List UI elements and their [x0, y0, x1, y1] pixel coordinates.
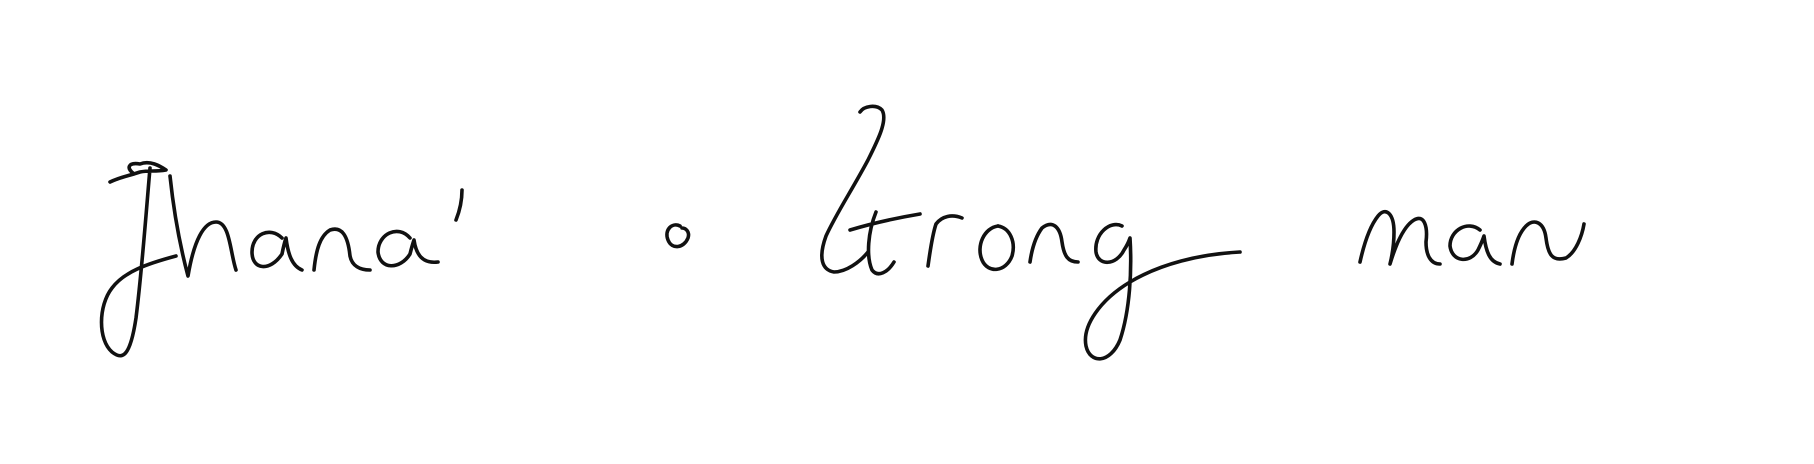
glyph-n — [314, 229, 370, 270]
glyph-n2 — [1030, 224, 1078, 262]
glyph-h — [170, 176, 236, 276]
glyph-apostrophe — [456, 190, 462, 220]
glyph-n3 — [1512, 222, 1584, 264]
glyph-S — [822, 106, 884, 272]
glyph-J — [102, 163, 177, 356]
glyph-g — [1085, 225, 1240, 359]
glyph-a1 — [252, 232, 302, 270]
glyph-m — [1360, 212, 1440, 264]
glyph-o1 — [980, 226, 1013, 269]
glyph-s — [667, 225, 689, 247]
glyph-t — [850, 212, 920, 274]
glyph-a3 — [1450, 226, 1500, 264]
glyph-r — [928, 216, 962, 266]
glyph-a2 — [378, 231, 438, 265]
